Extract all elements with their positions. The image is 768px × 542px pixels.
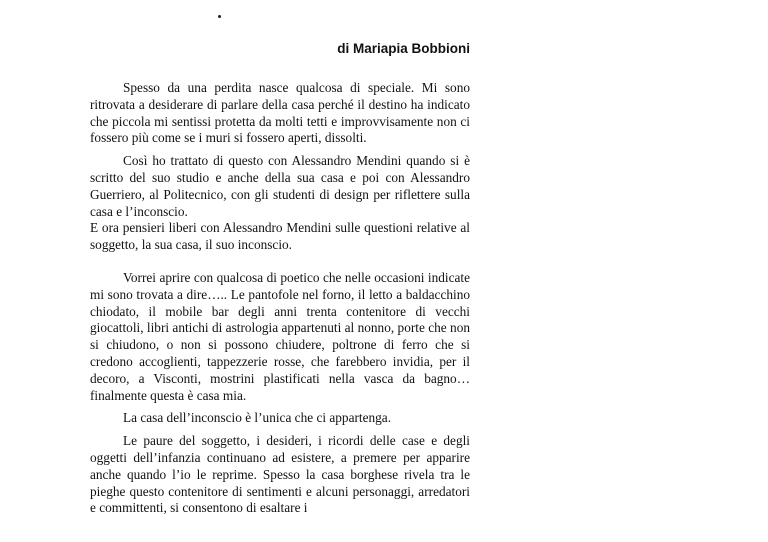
paragraph-6: Le paure del soggetto, i desideri, i ricordi delle case e degli oggetti dell’infanzia continuano ad esistere, a premere per apparire anche quando l’io le reprime. Spesso la casa borghese rivela tra le pieghe questo contenitore di sentimenti e alcuni personaggi, arredatori e committenti, si consentono di esaltare i xyxy=(90,433,470,516)
paragraph-5: La casa dell’inconscio è l’unica che ci appartenga. xyxy=(123,410,392,426)
article-body xyxy=(90,80,470,517)
author-byline: di Mariapia Bobbioni xyxy=(337,41,470,56)
page-crop-edge xyxy=(0,530,768,542)
paragraph-4: Vorrei aprire con qualcosa di poetico che nelle occasioni indicate mi sono trovata a dire….. Le pantofole nel forno, il letto a baldacchino chiodato, il mobile bar degli anni trenta contenitore di vecchi giocattoli, libri antichi di astrologia appartenuti al nonno, porte che non si chiudono, o non si possono chiudere, poltrone di ferro che si credono accoglienti, tappezzerie rosse, che farebbero invidia, per il decoro, a Visconti, mostrini plastificati nella vasca da bagno… finalmente questa è casa mia. xyxy=(90,269,470,403)
stray-dot-mark xyxy=(218,15,221,18)
paragraph-1: Spesso da una perdita nasce qualcosa di speciale. Mi sono ritrovata a desiderare di parlare della casa perché il destino ha indicato che piccola mi sentissi protetta da molti tetti e improvvisamente non ci fossero più come se i muri si fossero aperti, dissolti. xyxy=(90,80,470,146)
paragraph-3: E ora pensieri liberi con Alessandro Mendini sulle questioni relative al soggetto, la sua casa, il suo inconscio. xyxy=(90,220,470,253)
paragraph-2: Così ho trattato di questo con Alessandro Mendini quando si è scritto del suo studio e anche della sua casa e poi con Alessandro Guerriero, al Politecnico, con gli studenti di design per riflettere sulla casa e l’inconscio. xyxy=(90,153,470,219)
